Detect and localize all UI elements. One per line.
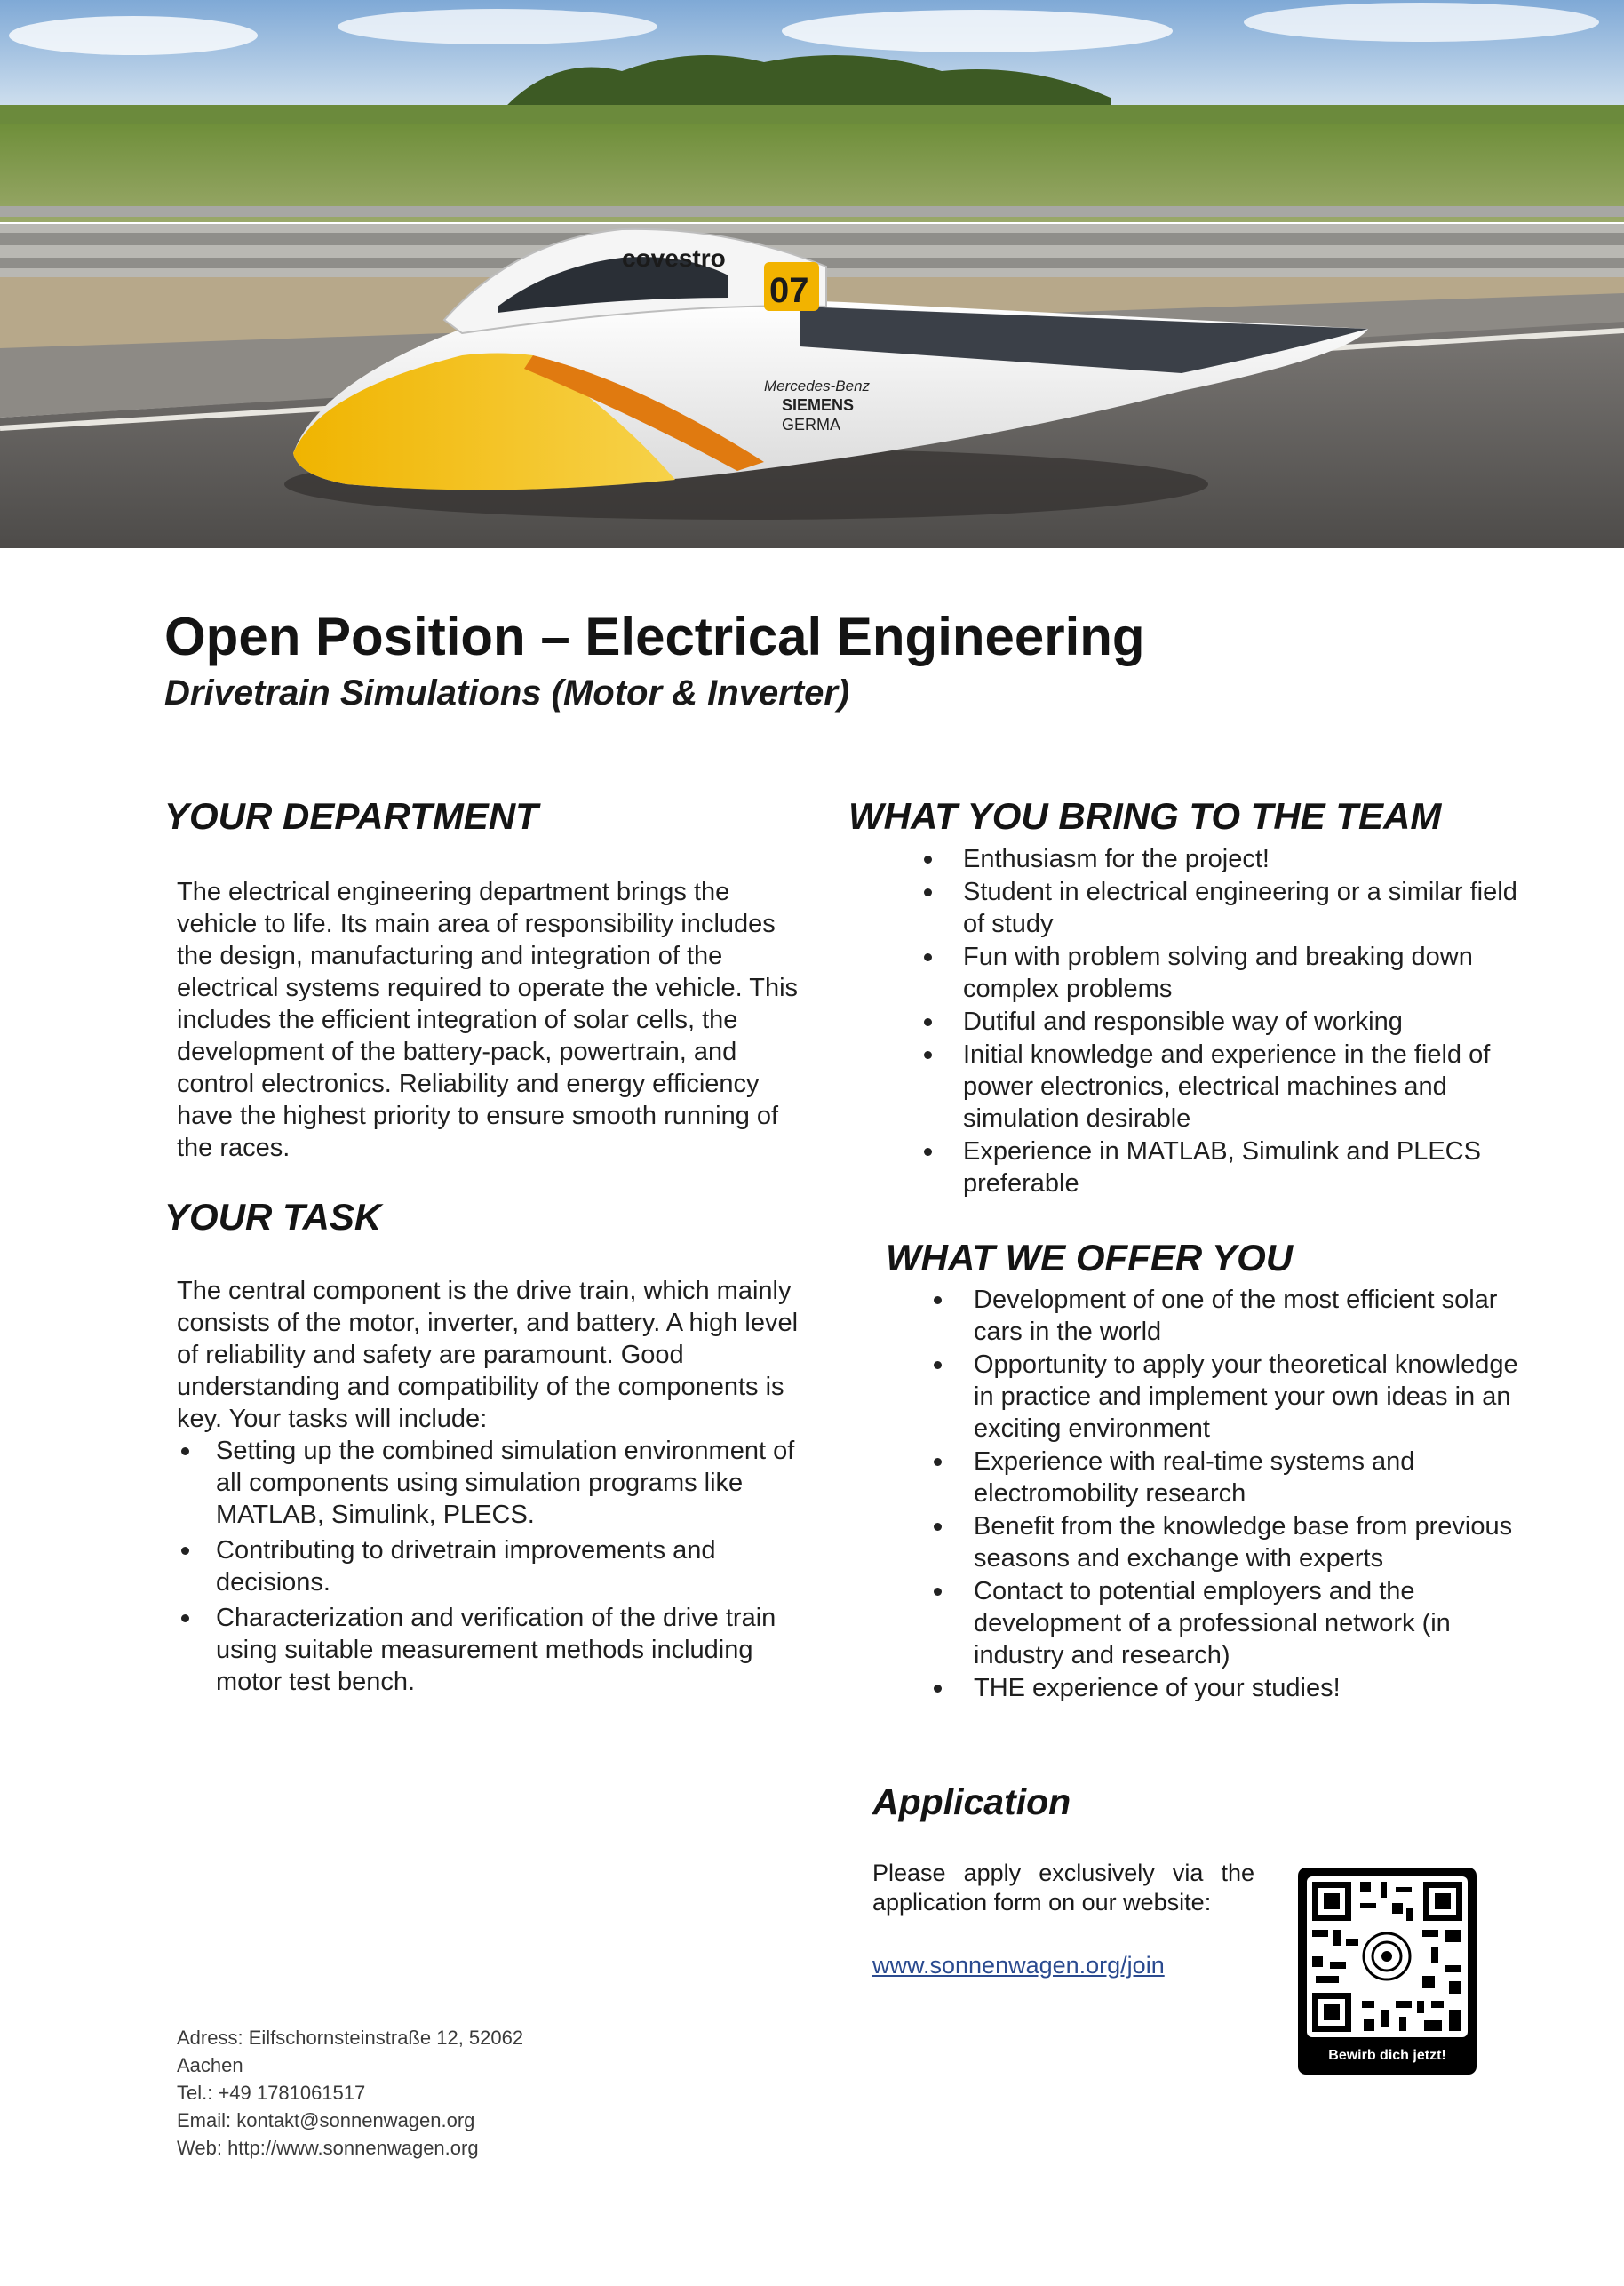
footer-contact	[177, 2024, 523, 2162]
car-sponsor-2: SIEMENS	[782, 396, 855, 414]
list-item: Benefit from the knowledge base from previous seasons and exchange with experts	[923, 1510, 1545, 1574]
list-item: Contact to potential employers and the development of a professional network (in industry and research)	[923, 1575, 1545, 1671]
list-item: Development of one of the most efficient solar cars in the world	[923, 1284, 1545, 1348]
car-sponsor-3: GERMA	[782, 416, 841, 434]
list-item: Setting up the combined simulation environment of all components using simulation programs like MATLAB, Simulink, PLECS.	[169, 1435, 817, 1531]
application-text: Please apply exclusively via the application form on our website:	[872, 1860, 1254, 1916]
footer-email: Email: kontakt@sonnenwagen.org	[177, 2109, 475, 2131]
department-text: The electrical engineering department brings the vehicle to life. Its main area of responsibility includes the design, manufacturing and integration of the electrical systems required to operate the vehicle. This includes the efficient integration of solar cells, the development of the battery-pack, powertrain, and control electronics. Reliability and energy efficiency have the highest priority to ensure smooth running of the races.	[177, 878, 799, 1162]
list-item: Dutiful and responsible way of working	[908, 1006, 1530, 1038]
list-item: Fun with problem solving and breaking down complex problems	[908, 941, 1530, 1005]
task-heading: YOUR TASK	[164, 1196, 382, 1238]
list-item: Contributing to drivetrain improvements and decisions.	[169, 1534, 817, 1598]
footer-phone: Tel.: +49 1781061517	[177, 2082, 366, 2104]
footer-address: Adress: Eilfschornsteinstraße 12, 52062	[177, 2027, 524, 2049]
solar-car-photo	[0, 0, 1624, 548]
footer-web: Web: http://www.sonnenwagen.org	[177, 2137, 479, 2159]
bring-heading: WHAT YOU BRING TO THE TEAM	[848, 795, 1442, 837]
car-sponsor-logo: covestro	[622, 244, 726, 272]
list-item: Initial knowledge and experience in the field of power electronics, electrical machines and simulation desirable	[908, 1039, 1530, 1135]
offer-heading: WHAT WE OFFER YOU	[886, 1237, 1294, 1278]
footer-city: Aachen	[177, 2054, 243, 2076]
offer-list	[923, 1284, 1545, 1705]
page-subtitle: Drivetrain Simulations (Motor & Inverter)	[164, 673, 850, 713]
qr-caption: Bewirb dich jetzt!	[1328, 2048, 1446, 2063]
list-item: Experience with real-time systems and electromobility research	[923, 1446, 1545, 1509]
list-item: THE experience of your studies!	[923, 1672, 1545, 1704]
list-item: Characterization and verification of the drive train using suitable measurement methods including motor test bench.	[169, 1602, 817, 1698]
list-item: Student in electrical engineering or a similar field of study	[908, 876, 1530, 940]
qr-icon	[1307, 1876, 1468, 2037]
car-number: 07	[769, 271, 809, 310]
application-heading: Application	[872, 1781, 1071, 1822]
page-title: Open Position – Electrical Engineering	[164, 607, 1145, 666]
car-sponsor-1: Mercedes-Benz	[764, 378, 871, 394]
qr-code[interactable]	[1298, 1868, 1477, 2075]
application-link[interactable]: www.sonnenwagen.org/join	[872, 1952, 1165, 1979]
task-list	[169, 1435, 817, 1701]
bring-list	[908, 843, 1530, 1200]
task-intro: The central component is the drive train, which mainly consists of the motor, inverter, and battery. A high level of reliability and safety are paramount. Good understanding and compatibility of the components is key. Your tasks will include:	[177, 1277, 799, 1433]
department-heading: YOUR DEPARTMENT	[164, 795, 538, 837]
list-item: Opportunity to apply your theoretical knowledge in practice and implement your own ideas in an exciting environment	[923, 1349, 1545, 1445]
list-item: Enthusiasm for the project!	[908, 843, 1530, 875]
qr-code-pattern	[1307, 1876, 1468, 2037]
hero-photo	[0, 0, 1624, 548]
list-item: Experience in MATLAB, Simulink and PLECS preferable	[908, 1135, 1530, 1199]
